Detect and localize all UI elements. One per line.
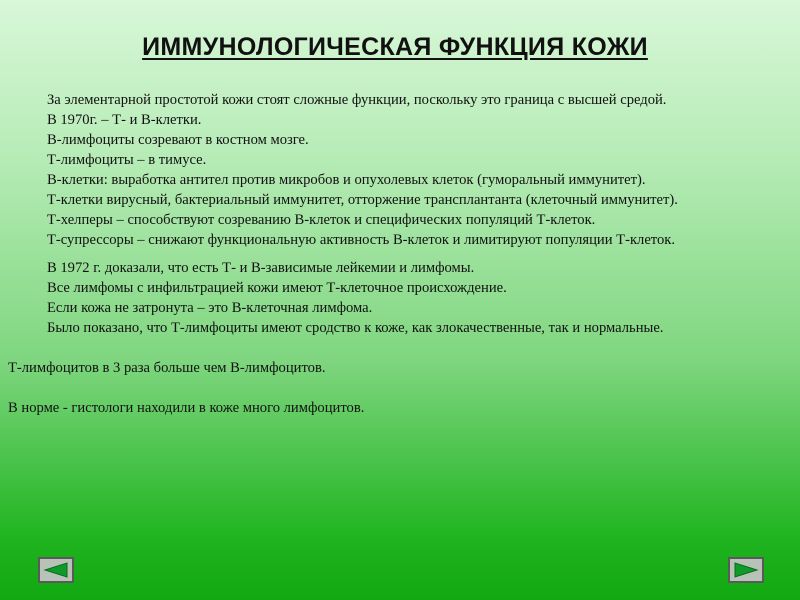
spacer [8,378,792,398]
slide-body [8,90,792,418]
paragraph-lymphomas: Все лимфомы с инфильтрацией кожи имеют Т-клеточное происхождение. [47,280,507,296]
spacer [8,338,792,358]
paragraph-norm: В норме - гистологи находили в коже много лимфоцитов. [8,400,365,416]
paragraph-affinity: Было показано, что Т-лимфоциты имеют сродство к коже, как злокачественные, так и нормальные. [47,320,664,336]
paragraph-t-suppressors: Т-супрессоры – снижают функциональную активность В-клеток и лимитируют популяции Т-клеток. [47,232,676,248]
paragraph-t-lymphocytes: Т-лимфоциты – в тимусе. [47,152,207,168]
arrow-right-icon [733,562,759,578]
paragraph-skin-not-affected: Если кожа не затронута – это В-клеточная лимфома. [47,300,373,316]
paragraph-b-cells: В-клетки: выработка антител против микробов и опухолевых клеток (гуморальный иммунитет). [47,172,646,188]
paragraph-t-helpers: Т-хелперы – способствуют созреванию В-клеток и специфических популяций Т-клеток. [47,212,596,228]
paragraph-1972: В 1972 г. доказали, что есть Т- и В-зависимые лейкемии и лимфомы. [47,260,475,276]
arrow-left-icon [43,562,69,578]
slide-title: ИММУНОЛОГИЧЕСКАЯ ФУНКЦИЯ КОЖИ [142,33,648,61]
paragraph-intro: За элементарной простотой кожи стоят сложные функции, поскольку это граница с высшей средой. [47,92,667,108]
paragraph-ratio: Т-лимфоцитов в 3 раза больше чем В-лимфоцитов. [8,360,326,376]
previous-slide-button[interactable] [38,557,74,583]
paragraph-t-cells: Т-клетки вирусный, бактериальный иммунитет, отторжение трансплантанта (клеточный иммунитет). [47,192,678,208]
paragraph-b-lymphocytes: В-лимфоциты созревают в костном мозге. [47,132,309,148]
spacer [8,250,792,258]
next-slide-button[interactable] [728,557,764,583]
paragraph-1970: В 1970г. – Т- и В-клетки. [47,112,202,128]
